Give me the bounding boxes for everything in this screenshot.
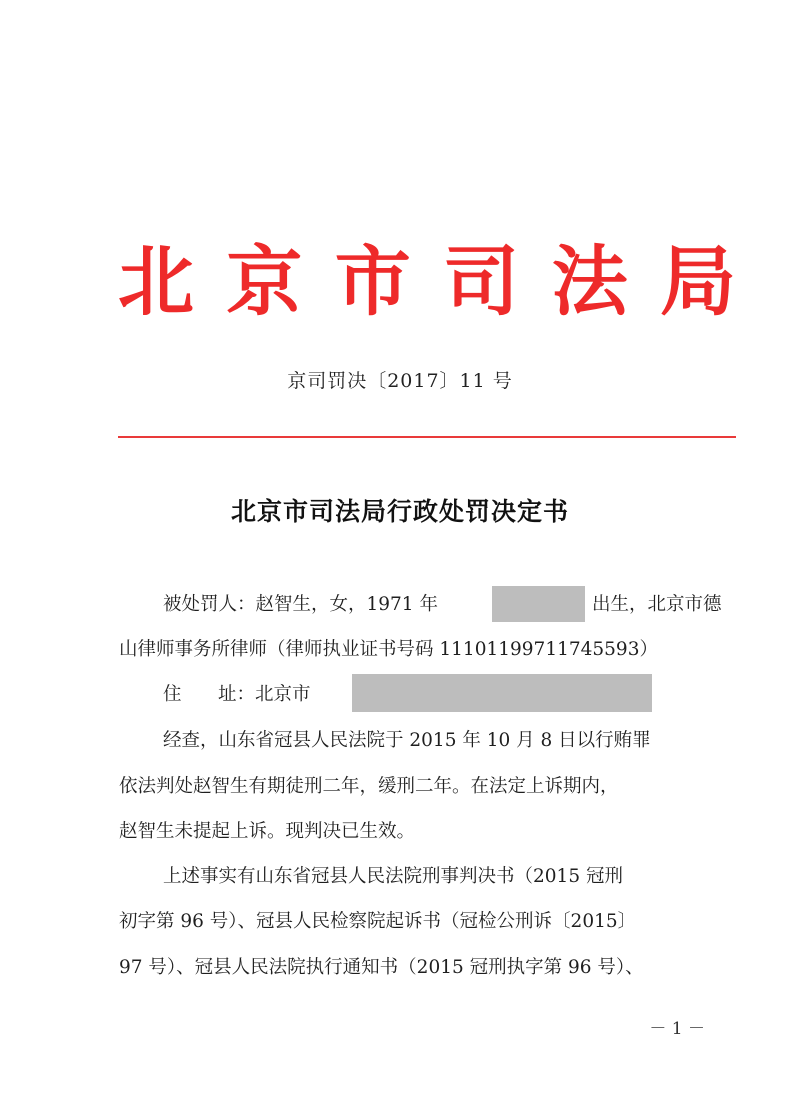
document-title: 北京市司法局行政处罚决定书 bbox=[230, 497, 569, 526]
document-number: 京司罚决〔2017〕11 号 bbox=[287, 370, 513, 392]
page-number: － 1 － bbox=[649, 1019, 705, 1039]
masthead-char-3: 市 bbox=[334, 237, 411, 326]
masthead-char-5: 法 bbox=[551, 237, 628, 326]
paragraph-1-line-3: 赵智生未提起上诉。现判决已生效。 bbox=[119, 821, 416, 842]
red-divider bbox=[118, 436, 736, 438]
paragraph-2-line-1: 上述事实有山东省冠县人民法院刑事判决书（2015 冠刑 bbox=[163, 866, 623, 887]
address-label-part-2: 址：北京市 bbox=[218, 684, 311, 705]
party-line-part-b: 出生，北京市德 bbox=[592, 594, 722, 615]
party-line-part-a: 被处罚人：赵智生，女，1971 年 bbox=[163, 594, 438, 615]
paragraph-1-line-1: 经查，山东省冠县人民法院于 2015 年 10 月 8 日以行贿罪 bbox=[163, 730, 651, 751]
address-label-part-1: 住 bbox=[163, 684, 182, 705]
redaction-birthdate bbox=[492, 586, 585, 622]
paragraph-2-line-2: 初字第 96 号）、冠县人民检察院起诉书（冠检公刑诉〔2015〕 bbox=[119, 911, 637, 932]
redaction-address bbox=[352, 674, 652, 712]
paragraph-2-line-3: 97 号）、冠县人民法院执行通知书（2015 冠刑执字第 96 号）、 bbox=[119, 957, 644, 978]
masthead-char-1: 北 bbox=[118, 237, 194, 326]
paragraph-1-line-2: 依法判处赵智生有期徒刑二年，缓刑二年。在法定上诉期内， bbox=[119, 776, 619, 797]
masthead-char-4: 司 bbox=[443, 237, 520, 326]
masthead-char-6: 局 bbox=[659, 237, 736, 326]
agency-masthead bbox=[118, 232, 736, 332]
masthead-char-2: 京 bbox=[226, 237, 303, 326]
party-line-2: 山律师事务所律师（律师执业证书号码 11101199711745593） bbox=[119, 639, 658, 660]
